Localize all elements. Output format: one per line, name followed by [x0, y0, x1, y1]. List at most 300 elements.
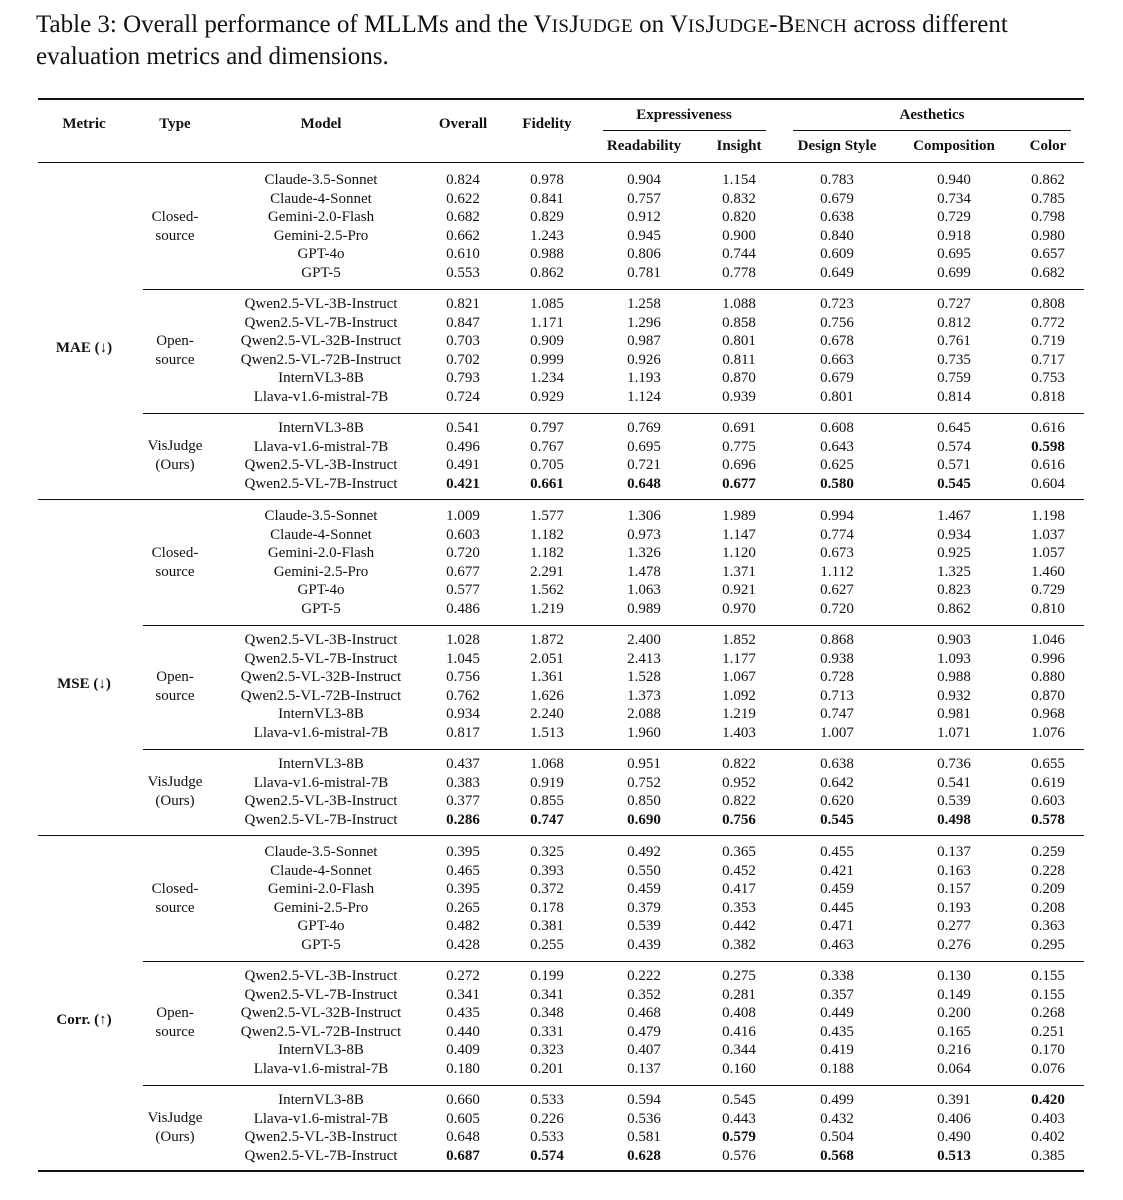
value-cell: 1.371: [722, 563, 756, 580]
model-name: GPT-5: [301, 600, 341, 617]
value-cell: 0.642: [820, 774, 854, 791]
value-cell: 0.619: [1031, 774, 1065, 791]
value-cell: 2.051: [530, 650, 564, 667]
value-cell: 0.628: [627, 1147, 661, 1164]
value-cell: 0.808: [1031, 296, 1065, 312]
value-cell: 0.720: [446, 545, 480, 561]
value-cell: 0.638: [820, 756, 854, 772]
value-cell: 0.496: [446, 438, 480, 455]
value-cell: 0.609: [820, 246, 854, 262]
value-cell: 0.762: [446, 687, 480, 704]
value-cell: 0.209: [1031, 881, 1065, 897]
model-name: Qwen2.5-VL-3B-Instruct: [244, 968, 398, 984]
value-cell: 1.088: [722, 296, 756, 312]
value-cell: 0.259: [1031, 844, 1065, 860]
value-cell: 0.756: [820, 314, 854, 331]
value-cell: 0.987: [627, 333, 661, 349]
value-cell: 0.847: [446, 314, 480, 331]
value-cell: 0.814: [937, 388, 971, 405]
value-cell: 0.727: [937, 296, 971, 312]
model-name: InternVL3-8B: [278, 756, 364, 772]
value-cell: 0.178: [530, 899, 564, 916]
value-cell: 0.744: [722, 246, 756, 262]
value-cell: 0.648: [446, 1129, 480, 1145]
value-cell: 0.377: [446, 793, 480, 809]
model-name: Gemini-2.5-Pro: [273, 227, 369, 244]
value-cell: 1.177: [722, 650, 756, 667]
model-name: Claude-3.5-Sonnet: [264, 172, 378, 188]
value-cell: 0.999: [530, 351, 564, 368]
header-aesthetics: Aesthetics: [899, 107, 965, 123]
metric-label: MAE (↓): [55, 340, 113, 357]
group-type-line: VisJudge: [147, 438, 203, 454]
value-cell: 0.759: [937, 370, 971, 386]
value-cell: 0.775: [722, 438, 756, 455]
group-type-line: source: [155, 1023, 195, 1040]
model-name: Claude-4-Sonnet: [270, 190, 372, 207]
value-cell: 0.921: [722, 582, 756, 598]
group-type-line: (Ours): [155, 793, 195, 809]
value-cell: 0.372: [530, 881, 564, 897]
value-cell: 0.539: [937, 793, 971, 809]
value-cell: 0.533: [530, 1092, 564, 1108]
value-cell: 0.193: [937, 899, 971, 916]
value-cell: 0.662: [446, 227, 480, 244]
value-cell: 1.852: [722, 632, 756, 648]
model-name: Qwen2.5-VL-7B-Instruct: [244, 1147, 398, 1164]
value-cell: 0.491: [446, 457, 480, 473]
value-cell: 0.945: [627, 227, 661, 244]
value-cell: 0.208: [1031, 899, 1065, 916]
model-name: Qwen2.5-VL-32B-Instruct: [240, 669, 402, 685]
value-cell: 0.769: [627, 420, 661, 436]
value-cell: 0.331: [530, 1023, 564, 1040]
value-cell: 0.810: [1031, 600, 1065, 617]
value-cell: 0.498: [937, 811, 971, 828]
value-cell: 0.416: [722, 1023, 756, 1040]
value-cell: 0.580: [820, 475, 854, 492]
model-name: Qwen2.5-VL-3B-Instruct: [244, 793, 398, 809]
value-cell: 0.578: [1031, 811, 1065, 828]
value-cell: 0.988: [937, 669, 971, 685]
value-cell: 2.291: [530, 563, 564, 580]
header-metric: Metric: [62, 116, 106, 132]
value-cell: 1.154: [722, 172, 756, 188]
value-cell: 0.679: [820, 190, 854, 207]
value-cell: 0.682: [1031, 264, 1065, 281]
value-cell: 0.499: [820, 1092, 854, 1108]
group-rule: [143, 413, 1084, 414]
value-cell: 1.076: [1031, 724, 1065, 741]
value-cell: 0.793: [446, 370, 480, 386]
value-cell: 0.445: [820, 899, 854, 916]
value-cell: 0.420: [1031, 1092, 1065, 1108]
value-cell: 0.432: [820, 1110, 854, 1127]
value-cell: 0.721: [627, 457, 661, 473]
value-cell: 0.823: [937, 582, 971, 598]
value-cell: 0.608: [820, 420, 854, 436]
value-cell: 1.361: [530, 669, 564, 685]
value-cell: 1.092: [722, 687, 756, 704]
value-cell: 0.137: [627, 1060, 661, 1077]
value-cell: 0.603: [1031, 793, 1065, 809]
group-type-line: VisJudge: [147, 1110, 203, 1126]
value-cell: 0.801: [820, 388, 854, 405]
value-cell: 0.970: [722, 600, 756, 617]
model-name: InternVL3-8B: [278, 370, 364, 386]
value-cell: 0.541: [937, 774, 971, 791]
value-cell: 0.553: [446, 264, 480, 281]
header-expressiveness: Expressiveness: [636, 107, 732, 123]
value-cell: 0.421: [446, 475, 480, 492]
value-cell: 0.868: [820, 632, 854, 648]
value-cell: 0.348: [530, 1005, 564, 1021]
model-name: Qwen2.5-VL-7B-Instruct: [244, 314, 398, 331]
model-name: Llava-v1.6-mistral-7B: [253, 1060, 389, 1077]
model-name: Llava-v1.6-mistral-7B: [253, 724, 389, 741]
header-model: Model: [300, 116, 342, 132]
value-cell: 0.801: [722, 333, 756, 349]
value-cell: 0.616: [1031, 420, 1065, 436]
value-cell: 0.978: [530, 172, 564, 188]
value-cell: 0.687: [446, 1147, 480, 1164]
value-cell: 0.880: [1031, 669, 1065, 685]
group-type-line: source: [155, 687, 195, 704]
value-cell: 1.046: [1031, 632, 1065, 648]
header-readability: Readability: [606, 138, 682, 154]
value-cell: 0.471: [820, 918, 854, 934]
value-cell: 0.840: [820, 227, 854, 244]
value-cell: 0.421: [820, 862, 854, 879]
group-rule: [143, 289, 1084, 290]
value-cell: 0.610: [446, 246, 480, 262]
value-cell: 0.268: [1031, 1005, 1065, 1021]
model-name: Claude-3.5-Sonnet: [264, 844, 378, 860]
value-cell: 1.009: [446, 508, 480, 524]
group-rule: [143, 961, 1084, 962]
value-cell: 1.373: [627, 687, 661, 704]
group-type-line: source: [155, 899, 195, 916]
value-cell: 1.403: [722, 724, 756, 741]
value-cell: 0.989: [627, 600, 661, 617]
value-cell: 0.442: [722, 918, 756, 934]
model-name: InternVL3-8B: [278, 706, 364, 722]
value-cell: 1.234: [530, 370, 564, 386]
value-cell: 0.479: [627, 1023, 661, 1040]
value-cell: 0.713: [820, 687, 854, 704]
value-cell: 0.622: [446, 190, 480, 207]
value-cell: 1.626: [530, 687, 564, 704]
value-cell: 1.112: [820, 563, 854, 580]
metric-label: Corr. (↑): [56, 1012, 112, 1029]
value-cell: 0.855: [530, 793, 564, 809]
value-cell: 0.064: [937, 1060, 971, 1077]
value-cell: 0.761: [937, 333, 971, 349]
value-cell: 0.408: [722, 1005, 756, 1021]
value-cell: 0.155: [1031, 986, 1065, 1003]
value-cell: 2.400: [627, 632, 661, 648]
model-name: Qwen2.5-VL-3B-Instruct: [244, 1129, 398, 1145]
value-cell: 0.968: [1031, 706, 1065, 722]
value-cell: 0.817: [446, 724, 480, 741]
value-cell: 0.579: [722, 1129, 756, 1145]
group-type-label: [155, 1004, 194, 1042]
model-name: Qwen2.5-VL-72B-Instruct: [240, 687, 402, 704]
value-cell: 0.504: [820, 1129, 854, 1145]
group-type-line: Closed-: [151, 880, 199, 897]
bottom-rule: [38, 1170, 1084, 1172]
value-cell: 0.678: [820, 333, 854, 349]
value-cell: 0.932: [937, 687, 971, 704]
value-cell: 0.870: [1031, 687, 1065, 704]
value-cell: 0.344: [722, 1042, 756, 1058]
value-cell: 0.545: [937, 475, 971, 492]
value-cell: 0.785: [1031, 190, 1065, 207]
value-cell: 0.137: [937, 844, 971, 860]
value-cell: 0.862: [937, 600, 971, 617]
group-type-label: [148, 773, 203, 811]
value-cell: 1.198: [1031, 508, 1065, 524]
value-cell: 0.216: [937, 1042, 971, 1058]
value-cell: 1.171: [530, 314, 564, 331]
value-cell: 1.219: [722, 706, 756, 722]
value-cell: 0.265: [446, 899, 480, 916]
value-cell: 0.939: [722, 388, 756, 405]
value-cell: 1.243: [530, 227, 564, 244]
value-cell: 0.724: [446, 388, 480, 405]
value-cell: 0.545: [820, 811, 854, 828]
value-cell: 0.536: [627, 1110, 661, 1127]
value-cell: 0.419: [820, 1042, 854, 1058]
value-cell: 0.753: [1031, 370, 1065, 386]
value-cell: 0.994: [820, 508, 854, 524]
model-name: Gemini-2.0-Flash: [267, 209, 375, 225]
value-cell: 1.478: [627, 563, 661, 580]
value-cell: 0.829: [530, 209, 564, 225]
value-cell: 0.772: [1031, 314, 1065, 331]
model-name: Qwen2.5-VL-72B-Instruct: [240, 1023, 402, 1040]
top-rule: [38, 98, 1084, 100]
value-cell: 0.406: [937, 1110, 971, 1127]
value-cell: 0.353: [722, 899, 756, 916]
value-cell: 0.822: [722, 756, 756, 772]
value-cell: 0.581: [627, 1129, 661, 1145]
group-type-line: Open-: [156, 668, 194, 685]
value-cell: 0.576: [722, 1147, 756, 1164]
value-cell: 0.533: [530, 1129, 564, 1145]
value-cell: 0.155: [1031, 968, 1065, 984]
value-cell: 0.170: [1031, 1042, 1065, 1058]
value-cell: 0.395: [446, 844, 480, 860]
value-cell: 0.449: [820, 1005, 854, 1021]
value-cell: 0.440: [446, 1023, 480, 1040]
group-type-line: (Ours): [155, 457, 195, 473]
group-type-line: source: [155, 227, 195, 244]
model-name: Llava-v1.6-mistral-7B: [253, 1110, 389, 1127]
group-type-line: (Ours): [155, 1129, 195, 1145]
value-cell: 1.460: [1031, 563, 1065, 580]
metric-label: MSE (↓): [57, 676, 111, 693]
value-cell: 0.934: [937, 526, 971, 543]
value-cell: 0.797: [530, 420, 564, 436]
value-cell: 0.699: [937, 264, 971, 281]
value-cell: 0.157: [937, 881, 971, 897]
value-cell: 1.193: [627, 370, 661, 386]
value-cell: 1.007: [820, 724, 854, 741]
value-cell: 1.063: [627, 582, 661, 598]
value-cell: 0.812: [937, 314, 971, 331]
value-cell: 2.413: [627, 650, 661, 667]
value-cell: 0.717: [1031, 351, 1065, 368]
value-cell: 0.323: [530, 1042, 564, 1058]
value-cell: 1.028: [446, 632, 480, 648]
value-cell: 1.562: [530, 582, 564, 598]
value-cell: 0.222: [627, 968, 661, 984]
value-cell: 0.201: [530, 1060, 564, 1077]
value-cell: 0.728: [820, 669, 854, 685]
model-name: Qwen2.5-VL-3B-Instruct: [244, 632, 398, 648]
group-type-line: source: [155, 351, 195, 368]
model-name: GPT-5: [301, 264, 341, 281]
value-cell: 0.822: [722, 793, 756, 809]
value-cell: 0.841: [530, 190, 564, 207]
value-cell: 0.756: [446, 669, 480, 685]
value-cell: 0.379: [627, 899, 661, 916]
group-type-label: [148, 437, 203, 475]
group-type-line: source: [155, 563, 195, 580]
value-cell: 1.326: [627, 545, 661, 561]
group-type-label: [152, 544, 199, 582]
value-cell: 0.163: [937, 862, 971, 879]
value-cell: 0.352: [627, 986, 661, 1003]
value-cell: 0.295: [1031, 936, 1065, 953]
value-cell: 1.258: [627, 296, 661, 312]
value-cell: 0.455: [820, 844, 854, 860]
value-cell: 0.574: [530, 1147, 564, 1164]
value-cell: 0.482: [446, 918, 480, 934]
value-cell: 0.798: [1031, 209, 1065, 225]
value-cell: 0.703: [446, 333, 480, 349]
value-cell: 0.385: [1031, 1147, 1065, 1164]
metric-rule: [38, 499, 1084, 500]
value-cell: 0.365: [722, 844, 756, 860]
value-cell: 0.719: [1031, 333, 1065, 349]
value-cell: 0.912: [627, 209, 661, 225]
value-cell: 0.757: [627, 190, 661, 207]
value-cell: 0.938: [820, 650, 854, 667]
value-cell: 1.147: [722, 526, 756, 543]
value-cell: 1.037: [1031, 526, 1065, 543]
group-type-label: [155, 668, 194, 706]
value-cell: 0.452: [722, 862, 756, 879]
value-cell: 0.925: [937, 545, 971, 561]
value-cell: 0.858: [722, 314, 756, 331]
value-cell: 0.437: [446, 756, 480, 772]
value-cell: 0.691: [722, 420, 756, 436]
value-cell: 0.403: [1031, 1110, 1065, 1127]
value-cell: 0.909: [530, 333, 564, 349]
value-cell: 0.165: [937, 1023, 971, 1040]
value-cell: 2.088: [627, 706, 661, 722]
value-cell: 0.395: [446, 881, 480, 897]
value-cell: 0.251: [1031, 1023, 1065, 1040]
model-name: Llava-v1.6-mistral-7B: [253, 388, 389, 405]
value-cell: 0.638: [820, 209, 854, 225]
value-cell: 1.071: [937, 724, 971, 741]
value-cell: 0.735: [937, 351, 971, 368]
value-cell: 0.663: [820, 351, 854, 368]
value-cell: 0.723: [820, 296, 854, 312]
model-name: Qwen2.5-VL-72B-Instruct: [240, 351, 402, 368]
value-cell: 0.648: [627, 475, 661, 492]
value-cell: 0.459: [627, 881, 661, 897]
value-cell: 0.149: [937, 986, 971, 1003]
model-name: Gemini-2.5-Pro: [273, 563, 369, 580]
value-cell: 0.603: [446, 526, 480, 543]
value-cell: 0.627: [820, 582, 854, 598]
value-cell: 0.919: [530, 774, 564, 791]
value-cell: 0.720: [820, 600, 854, 617]
value-cell: 1.182: [530, 526, 564, 543]
value-cell: 1.513: [530, 724, 564, 741]
value-cell: 1.045: [446, 650, 480, 667]
model-name: InternVL3-8B: [278, 420, 364, 436]
value-cell: 0.382: [722, 936, 756, 953]
value-cell: 0.275: [722, 968, 756, 984]
value-cell: 1.325: [937, 563, 971, 580]
value-cell: 0.281: [722, 986, 756, 1003]
value-cell: 0.571: [937, 457, 971, 473]
model-name: Qwen2.5-VL-32B-Instruct: [240, 1005, 402, 1021]
value-cell: 0.383: [446, 774, 480, 791]
value-cell: 0.276: [937, 936, 971, 953]
group-type-label: [155, 332, 194, 370]
group-rule: [143, 625, 1084, 626]
group-rule: [143, 749, 1084, 750]
value-cell: 0.806: [627, 246, 661, 262]
value-cell: 0.705: [530, 457, 564, 473]
value-cell: 0.286: [446, 811, 480, 828]
value-cell: 0.677: [446, 563, 480, 580]
value-cell: 1.872: [530, 632, 564, 648]
value-cell: 1.467: [937, 508, 971, 524]
model-name: Qwen2.5-VL-7B-Instruct: [244, 986, 398, 1003]
group-type-line: VisJudge: [147, 774, 203, 790]
value-cell: 0.657: [1031, 246, 1065, 262]
model-name: InternVL3-8B: [278, 1042, 364, 1058]
value-cell: 0.200: [937, 1005, 971, 1021]
value-cell: 0.180: [446, 1060, 480, 1077]
value-cell: 0.702: [446, 351, 480, 368]
group-type-label: [152, 880, 199, 918]
value-cell: 1.296: [627, 314, 661, 331]
value-cell: 1.306: [627, 508, 661, 524]
group-type-label: [152, 208, 199, 246]
value-cell: 0.604: [1031, 475, 1065, 492]
value-cell: 0.695: [937, 246, 971, 262]
value-cell: 0.645: [937, 420, 971, 436]
value-cell: 0.616: [1031, 457, 1065, 473]
value-cell: 0.490: [937, 1129, 971, 1145]
value-cell: 0.661: [530, 475, 564, 492]
value-cell: 0.752: [627, 774, 661, 791]
value-cell: 0.980: [1031, 227, 1065, 244]
value-cell: 1.124: [627, 388, 661, 405]
value-cell: 0.468: [627, 1005, 661, 1021]
value-cell: 0.325: [530, 844, 564, 860]
value-cell: 0.130: [937, 968, 971, 984]
value-cell: 0.577: [446, 582, 480, 598]
